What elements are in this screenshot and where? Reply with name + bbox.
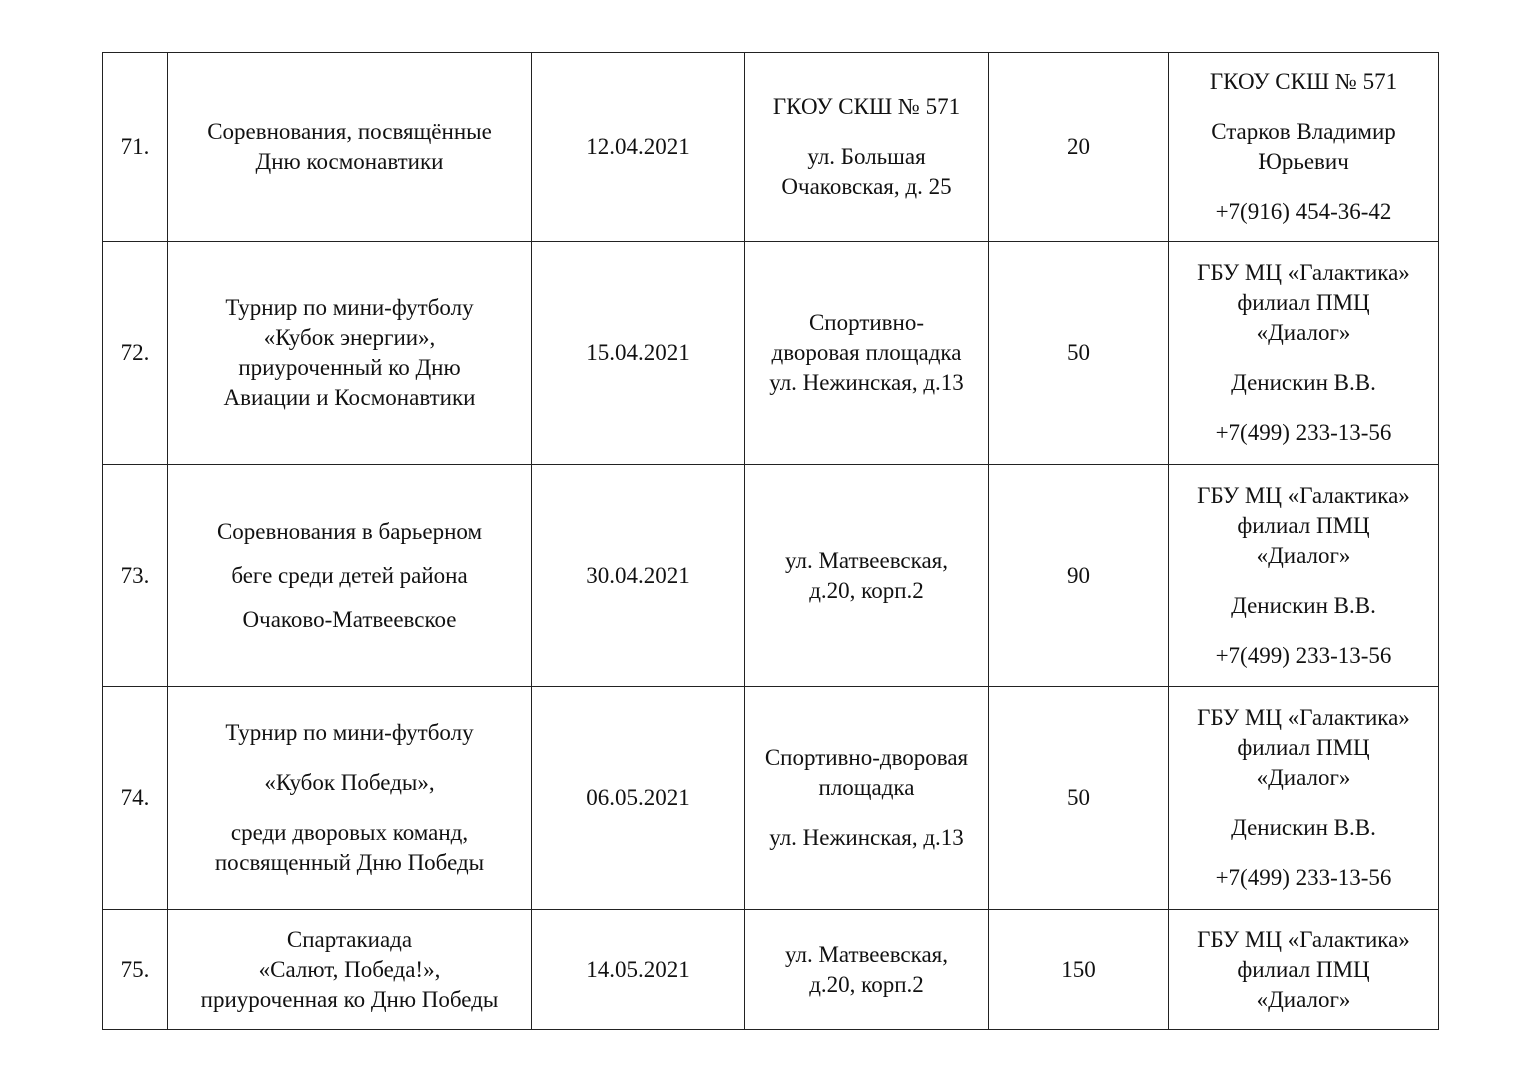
- event-place: ул. Матвеевская, д.20, корп.2: [745, 465, 989, 687]
- participant-count: 50: [989, 687, 1169, 910]
- event-place: ГКОУ СКШ № 571 ул. Большая Очаковская, д. 25: [745, 53, 989, 242]
- participant-count: 20: [989, 53, 1169, 242]
- participant-count: 150: [989, 910, 1169, 1030]
- organizer-contact: ГБУ МЦ «Галактика» филиал ПМЦ «Диалог» Денискин В.В. +7(499) 233-13-56: [1169, 687, 1439, 910]
- events-table: [102, 52, 1439, 1030]
- event-date: 06.05.2021: [532, 687, 745, 910]
- row-number: 72.: [103, 242, 168, 465]
- event-name: Турнир по мини-футболу «Кубок энергии», приуроченный ко Дню Авиации и Космонавтики: [168, 242, 532, 465]
- row-number: 75.: [103, 910, 168, 1030]
- event-place: Спортивно-дворовая площадка ул. Нежинская, д.13: [745, 687, 989, 910]
- event-date: 12.04.2021: [532, 53, 745, 242]
- organizer-contact: ГБУ МЦ «Галактика» филиал ПМЦ «Диалог» Денискин В.В. +7(499) 233-13-56: [1169, 465, 1439, 687]
- event-name: Соревнования, посвящённые Дню космонавтики: [168, 53, 532, 242]
- organizer-contact: ГБУ МЦ «Галактика» филиал ПМЦ «Диалог»: [1169, 910, 1439, 1030]
- organizer-contact: ГБУ МЦ «Галактика» филиал ПМЦ «Диалог» Денискин В.В. +7(499) 233-13-56: [1169, 242, 1439, 465]
- event-place: ул. Матвеевская, д.20, корп.2: [745, 910, 989, 1030]
- organizer-contact: ГКОУ СКШ № 571 Старков Владимир Юрьевич +7(916) 454-36-42: [1169, 53, 1439, 242]
- event-date: 15.04.2021: [532, 242, 745, 465]
- participant-count: 90: [989, 465, 1169, 687]
- row-number: 74.: [103, 687, 168, 910]
- event-date: 30.04.2021: [532, 465, 745, 687]
- table-row: [103, 53, 1439, 242]
- participant-count: 50: [989, 242, 1169, 465]
- table-row: [103, 910, 1439, 1030]
- event-name: Турнир по мини-футболу «Кубок Победы», среди дворовых команд, посвященный Дню Победы: [168, 687, 532, 910]
- event-name: Спартакиада «Салют, Победа!», приуроченная ко Дню Победы: [168, 910, 532, 1030]
- event-name: Соревнования в барьерном беге среди детей района Очаково-Матвеевское: [168, 465, 532, 687]
- event-date: 14.05.2021: [532, 910, 745, 1030]
- row-number: 71.: [103, 53, 168, 242]
- event-place: Спортивно- дворовая площадка ул. Нежинская, д.13: [745, 242, 989, 465]
- row-number: 73.: [103, 465, 168, 687]
- table-row: [103, 242, 1439, 465]
- table-row: [103, 687, 1439, 910]
- table-row: [103, 465, 1439, 687]
